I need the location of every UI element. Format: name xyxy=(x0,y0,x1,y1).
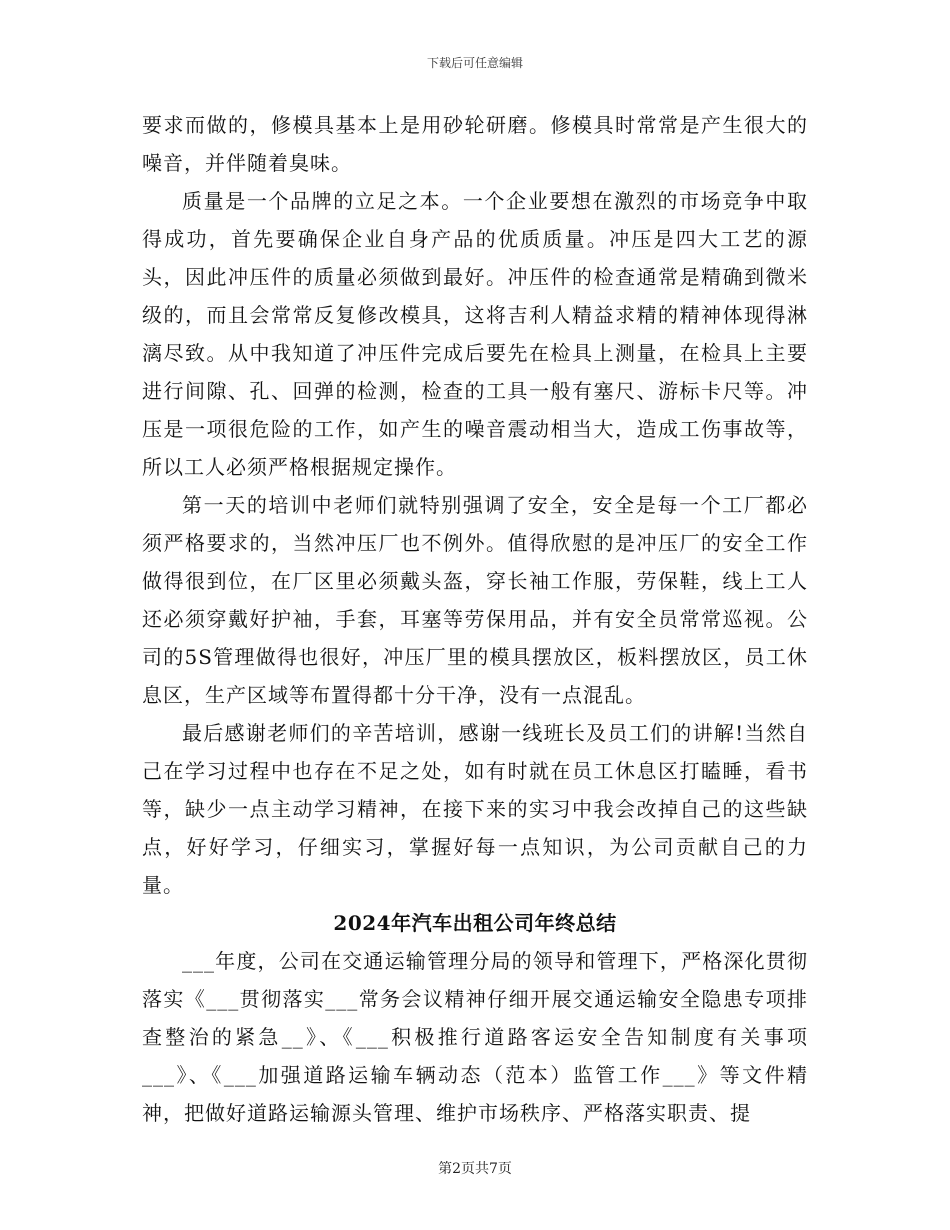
paragraph-continued: 要求而做的，修模具基本上是用砂轮研磨。修模具时常常是产生很大的噪音，并伴随着臭味。 xyxy=(142,113,808,175)
paragraph-annual-summary: ___年度，公司在交通运输管理分局的领导和管理下，严格深化贯彻落实《___贯彻落实___常务会议精神仔细开展交通运输安全隐患专项排查整治的紧急__》、《___积极推行道路客运安全告知制度有关事项___》、《___加强道路运输车辆动态（范本）监管工作___》等文件精神，把做好道路运输源头管理、维护市场秩序、严格落实职责、提 xyxy=(142,949,808,1125)
paragraph-thanks: 最后感谢老师们的辛苦培训，感谢一线班长及员工们的讲解!当然自己在学习过程中也存在不足之处，如有时就在员工休息区打瞌睡，看书等，缺少一点主动学习精神，在接下来的实习中我会改掉自己的这些缺点，好好学习，仔细实习，掌握好每一点知识，为公司贡献自己的力量。 xyxy=(142,721,808,897)
document-body xyxy=(142,106,808,1132)
paragraph-quality: 质量是一个品牌的立足之本。一个企业要想在激烈的市场竞争中取得成功，首先要确保企业自身产品的优质质量。冲压是四大工艺的源头，因此冲压件的质量必须做到最好。冲压件的检查通常是精确到微米级的，而且会常常反复修改模具，这将吉利人精益求精的精神体现得淋漓尽致。从中我知道了冲压件完成后要先在检具上测量，在检具上主要进行间隙、孔、回弹的检测，检查的工具一般有塞尺、游标卡尺等。冲压是一项很危险的工作，如产生的噪音震动相当大，造成工伤事故等，所以工人必须严格根据规定操作。 xyxy=(142,189,808,479)
paragraph-safety: 第一天的培训中老师们就特别强调了安全，安全是每一个工厂都必须严格要求的，当然冲压厂也不例外。值得欣慰的是冲压厂的安全工作做得很到位，在厂区里必须戴头盔，穿长袖工作服，劳保鞋，线上工人还必须穿戴好护袖，手套，耳塞等劳保用品，并有安全员常常巡视。公司的5S管理做得也很好，冲压厂里的模具摆放区，板料摆放区，员工休息区，生产区域等布置得都十分干净，没有一点混乱。 xyxy=(142,493,808,707)
section-title: 2024年汽车出租公司年终总结 xyxy=(333,911,617,935)
page-header-note: 下载后可任意编辑 xyxy=(426,56,523,70)
page-number: 第2页共7页 xyxy=(438,1161,512,1177)
